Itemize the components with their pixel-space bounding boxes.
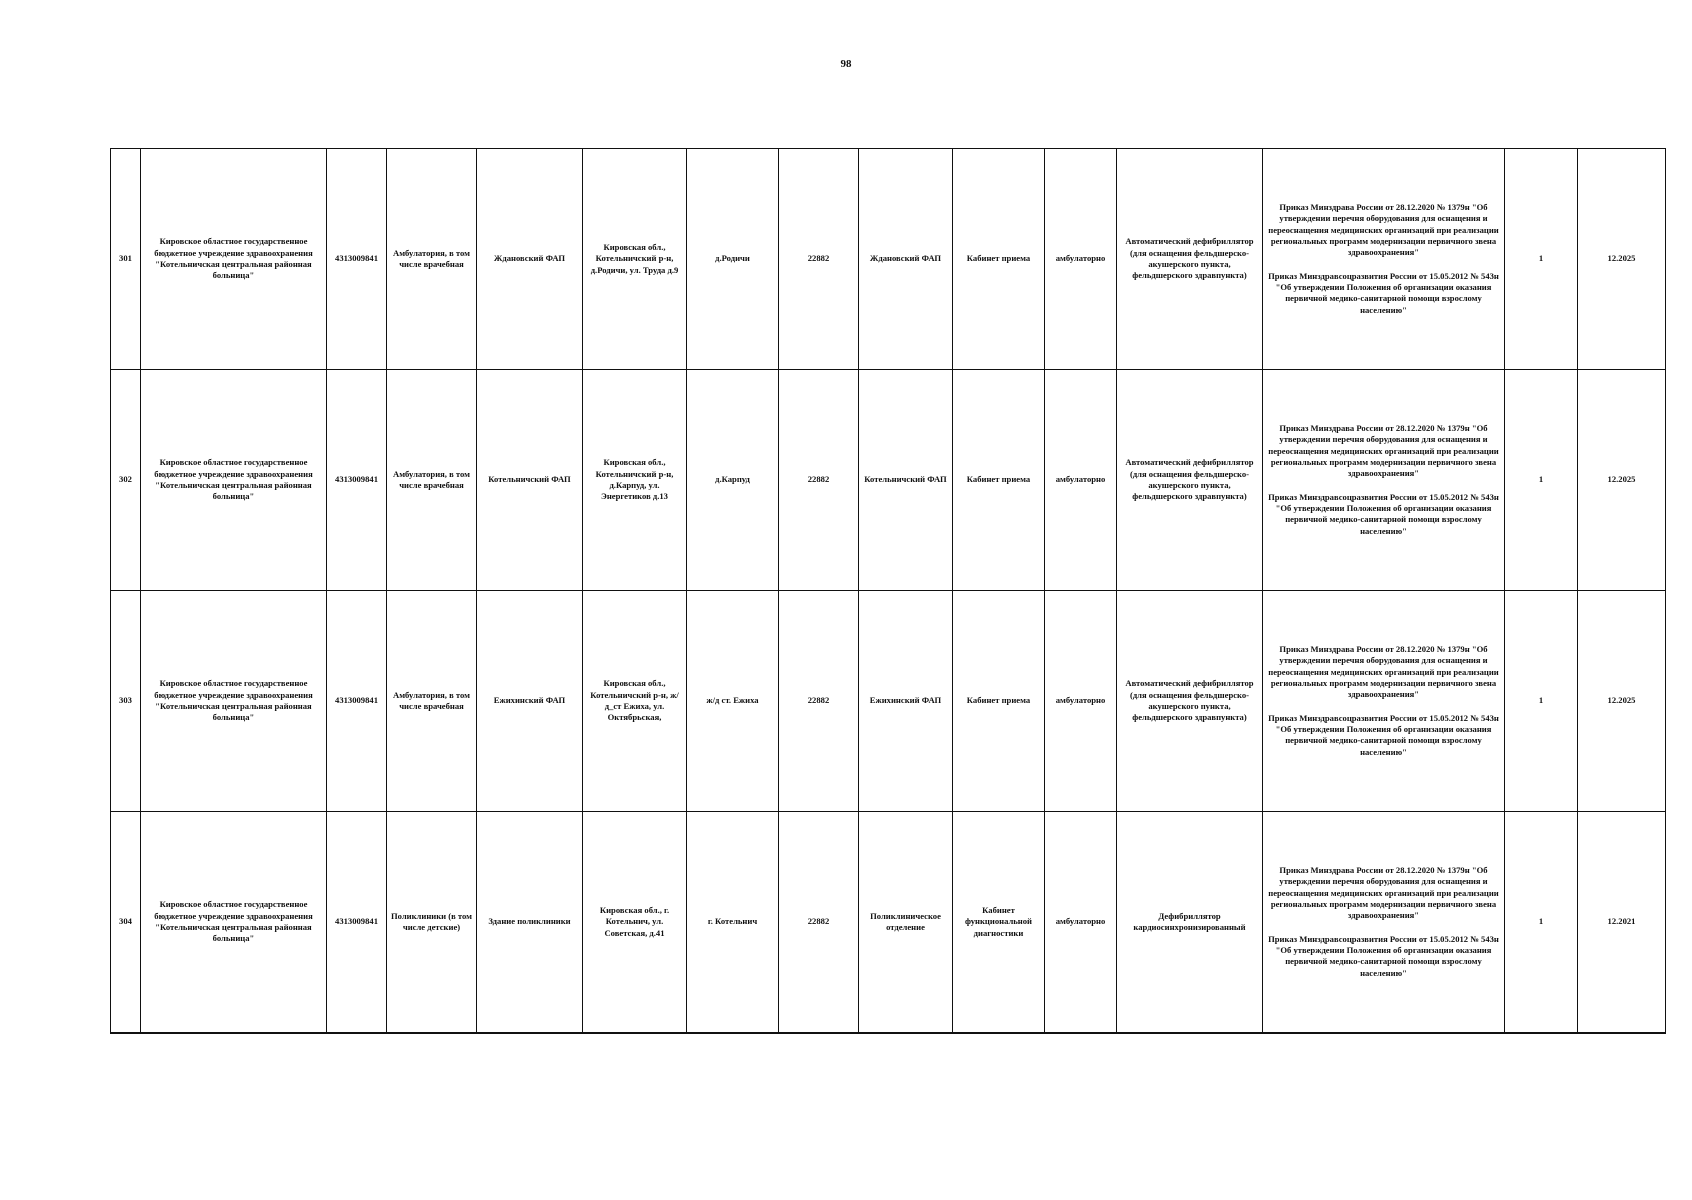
unit-cell: Ежихинский ФАП: [859, 591, 953, 812]
facility-type-cell: Амбулатория, в том числе врачебная: [387, 370, 477, 591]
code-cell: 22882: [779, 812, 859, 1034]
legal-basis-order-543n: Приказ Минздравсоцразвития России от 15.05.2012 № 543н "Об утверждении Положения об организации оказания первичной медико-санитарной помощи взрослому населению": [1268, 270, 1499, 315]
inn-cell: 4313009841: [327, 812, 387, 1034]
organization-cell: Кировское областное государственное бюджетное учреждение здравоохранения "Котельничская центральная районная больница": [141, 149, 327, 370]
facility-type-cell: Амбулатория, в том числе врачебная: [387, 149, 477, 370]
equipment-table: [110, 148, 1666, 1034]
settlement-cell: ж/д ст. Ежиха: [687, 591, 779, 812]
legal-basis-cell: [1263, 812, 1505, 1034]
room-cell: Кабинет приема: [953, 370, 1045, 591]
facility-name-cell: Котельничский ФАП: [477, 370, 583, 591]
address-cell: Кировская обл., Котельничский р-н, ж/д_ст Ежиха, ул. Октябрьская,: [583, 591, 687, 812]
date-cell: 12.2025: [1578, 370, 1666, 591]
settlement-cell: д.Карпуд: [687, 370, 779, 591]
code-cell: 22882: [779, 370, 859, 591]
code-cell: 22882: [779, 149, 859, 370]
care-form-cell: амбулаторно: [1045, 149, 1117, 370]
legal-basis-order-543n: Приказ Минздравсоцразвития России от 15.05.2012 № 543н "Об утверждении Положения об организации оказания первичной медико-санитарной помощи взрослому населению": [1268, 712, 1499, 757]
inn-cell: 4313009841: [327, 149, 387, 370]
date-cell: 12.2025: [1578, 149, 1666, 370]
legal-basis-order-543n: Приказ Минздравсоцразвития России от 15.05.2012 № 543н "Об утверждении Положения об организации оказания первичной медико-санитарной помощи взрослому населению": [1268, 491, 1499, 536]
organization-cell: Кировское областное государственное бюджетное учреждение здравоохранения "Котельничская центральная районная больница": [141, 591, 327, 812]
facility-type-cell: Амбулатория, в том числе врачебная: [387, 591, 477, 812]
unit-cell: Котельничский ФАП: [859, 370, 953, 591]
legal-basis-order-1379n: Приказ Минздрава России от 28.12.2020 № 1379н "Об утверждении перечня оборудования для оснащения и переоснащения медицинских организаций при реализации региональных программ модернизации первичного звена здравоохранения": [1268, 422, 1499, 479]
care-form-cell: амбулаторно: [1045, 812, 1117, 1034]
date-cell: 12.2021: [1578, 812, 1666, 1034]
legal-basis-order-1379n: Приказ Минздрава России от 28.12.2020 № 1379н "Об утверждении перечня оборудования для оснащения и переоснащения медицинских организаций при реализации региональных программ модернизации первичного звена здравоохранения": [1268, 864, 1499, 921]
facility-name-cell: Ежихинский ФАП: [477, 591, 583, 812]
equipment-cell: Автоматический дефибриллятор (для оснащения фельдшерско-акушерского пункта, фельдшерского здравпункта): [1117, 149, 1263, 370]
code-cell: 22882: [779, 591, 859, 812]
date-cell: 12.2025: [1578, 591, 1666, 812]
unit-cell: Поликлиническое отделение: [859, 812, 953, 1034]
equipment-cell: Автоматический дефибриллятор (для оснащения фельдшерско-акушерского пункта, фельдшерского здравпункта): [1117, 591, 1263, 812]
room-cell: Кабинет приема: [953, 591, 1045, 812]
room-cell: Кабинет функциональной диагностики: [953, 812, 1045, 1034]
unit-cell: Ждановский ФАП: [859, 149, 953, 370]
settlement-cell: г. Котельнич: [687, 812, 779, 1034]
legal-basis-cell: [1263, 149, 1505, 370]
quantity-cell: 1: [1505, 149, 1578, 370]
address-cell: Кировская обл., Котельничский р-н, д.Родичи, ул. Труда д.9: [583, 149, 687, 370]
legal-basis-order-543n: Приказ Минздравсоцразвития России от 15.05.2012 № 543н "Об утверждении Положения об организации оказания первичной медико-санитарной помощи взрослому населению": [1268, 933, 1499, 978]
table-row: [111, 370, 1666, 591]
care-form-cell: амбулаторно: [1045, 591, 1117, 812]
organization-cell: Кировское областное государственное бюджетное учреждение здравоохранения "Котельничская центральная районная больница": [141, 370, 327, 591]
legal-basis-cell: [1263, 370, 1505, 591]
room-cell: Кабинет приема: [953, 149, 1045, 370]
facility-type-cell: Поликлиники (в том числе детские): [387, 812, 477, 1034]
quantity-cell: 1: [1505, 370, 1578, 591]
quantity-cell: 1: [1505, 591, 1578, 812]
settlement-cell: д.Родичи: [687, 149, 779, 370]
address-cell: Кировская обл., г. Котельнич, ул. Советская, д.41: [583, 812, 687, 1034]
row-number-cell: 301: [111, 149, 141, 370]
row-number-cell: 303: [111, 591, 141, 812]
table-row: [111, 149, 1666, 370]
table-row: [111, 812, 1666, 1034]
care-form-cell: амбулаторно: [1045, 370, 1117, 591]
row-number-cell: 304: [111, 812, 141, 1034]
page-number: 98: [840, 58, 852, 70]
facility-name-cell: Здание поликлиники: [477, 812, 583, 1034]
legal-basis-cell: [1263, 591, 1505, 812]
organization-cell: Кировское областное государственное бюджетное учреждение здравоохранения "Котельничская центральная районная больница": [141, 812, 327, 1034]
equipment-cell: Автоматический дефибриллятор (для оснащения фельдшерско-акушерского пункта, фельдшерского здравпункта): [1117, 370, 1263, 591]
inn-cell: 4313009841: [327, 370, 387, 591]
equipment-cell: Дефибриллятор кардиосинхронизированный: [1117, 812, 1263, 1034]
inn-cell: 4313009841: [327, 591, 387, 812]
address-cell: Кировская обл., Котельничский р-н, д.Карпуд, ул. Энергетиков д.13: [583, 370, 687, 591]
legal-basis-order-1379n: Приказ Минздрава России от 28.12.2020 № 1379н "Об утверждении перечня оборудования для оснащения и переоснащения медицинских организаций при реализации региональных программ модернизации первичного звена здравоохранения": [1268, 201, 1499, 258]
row-number-cell: 302: [111, 370, 141, 591]
quantity-cell: 1: [1505, 812, 1578, 1034]
table-row: [111, 591, 1666, 812]
legal-basis-order-1379n: Приказ Минздрава России от 28.12.2020 № 1379н "Об утверждении перечня оборудования для оснащения и переоснащения медицинских организаций при реализации региональных программ модернизации первичного звена здравоохранения": [1268, 643, 1499, 700]
facility-name-cell: Ждановский ФАП: [477, 149, 583, 370]
